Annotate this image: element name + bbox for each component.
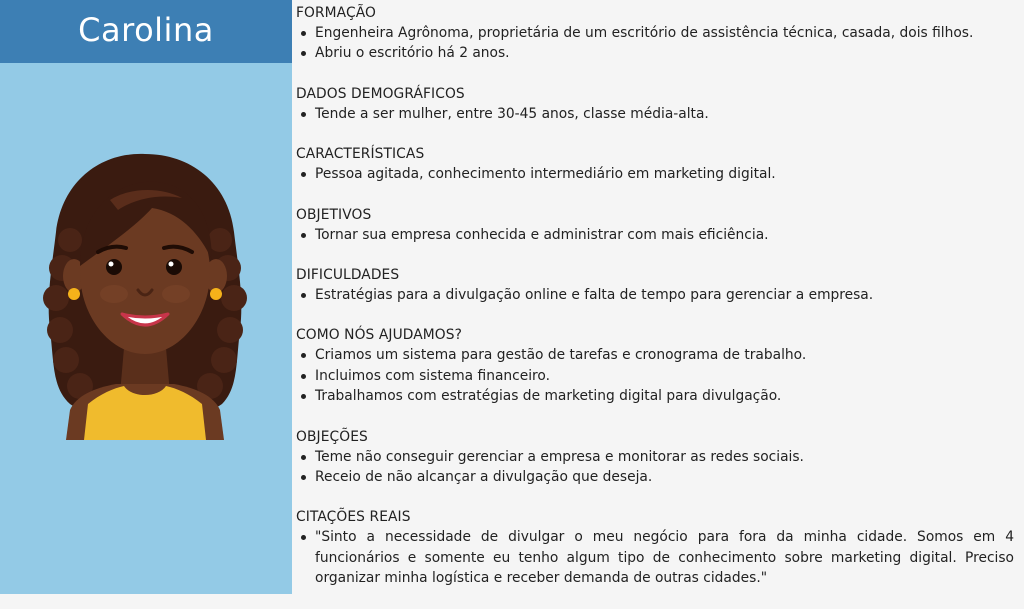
persona-panel	[0, 0, 292, 594]
bullet-list	[296, 164, 1018, 184]
list-item: Trabalhamos com estratégias de marketing digital para divulgação.	[296, 386, 1018, 406]
section-title: OBJETIVOS	[296, 206, 372, 223]
list-item: Tende a ser mulher, entre 30-45 anos, classe média-alta.	[296, 104, 1018, 124]
woman-avatar-icon	[40, 148, 250, 440]
bullet-list	[296, 104, 1018, 124]
persona-name: Carolina	[0, 0, 292, 63]
bullet-list	[296, 225, 1018, 245]
section-dados-demograficos	[296, 84, 1018, 124]
details-content	[296, 3, 1018, 609]
section-objecoes	[296, 427, 1018, 488]
section-como-ajudamos	[296, 325, 1018, 406]
list-item: Pessoa agitada, conhecimento intermediário em marketing digital.	[296, 164, 1018, 184]
bullet-list	[296, 23, 1018, 64]
section-title: CARACTERÍSTICAS	[296, 146, 425, 163]
section-title: COMO NÓS AJUDAMOS?	[296, 327, 463, 344]
list-item: Engenheira Agrônoma, proprietária de um escritório de assistência técnica, casada, dois filhos.	[296, 23, 1018, 43]
list-item: Teme não conseguir gerenciar a empresa e monitorar as redes sociais.	[296, 447, 1018, 467]
bullet-list	[296, 527, 1018, 588]
list-item: Tornar sua empresa conhecida e administrar com mais eficiência.	[296, 225, 1018, 245]
section-title: DADOS DEMOGRÁFICOS	[296, 85, 465, 102]
section-title: FORMAÇÃO	[296, 5, 376, 21]
section-dificuldades	[296, 265, 1018, 305]
list-item: Incluimos com sistema financeiro.	[296, 366, 1018, 386]
bullet-list	[296, 285, 1018, 305]
list-item: Criamos um sistema para gestão de tarefas e cronograma de trabalho.	[296, 345, 1018, 365]
list-item: Receio de não alcançar a divulgação que deseja.	[296, 467, 1018, 487]
bullet-list	[296, 345, 1018, 406]
list-item: Estratégias para a divulgação online e falta de tempo para gerenciar a empresa.	[296, 285, 1018, 305]
section-citacoes-reais	[296, 507, 1018, 588]
section-title: DIFICULDADES	[296, 267, 400, 284]
persona-details	[292, 0, 1024, 594]
section-caracteristicas	[296, 144, 1018, 184]
quote-item: "Sinto a necessidade de divulgar o meu negócio para fora da minha cidade. Somos em 4 funcionários e somente eu tenho algum tipo de conhecimento sobre marketing digital. Preciso organizar minha logística e receber demanda de outras cidades."	[296, 527, 1018, 588]
list-item: Abriu o escritório há 2 anos.	[296, 43, 1018, 63]
section-title: CITAÇÕES REAIS	[296, 509, 411, 526]
section-objetivos	[296, 205, 1018, 245]
section-formacao	[296, 3, 1018, 64]
bullet-list	[296, 447, 1018, 488]
section-title: OBJEÇÕES	[296, 428, 368, 445]
